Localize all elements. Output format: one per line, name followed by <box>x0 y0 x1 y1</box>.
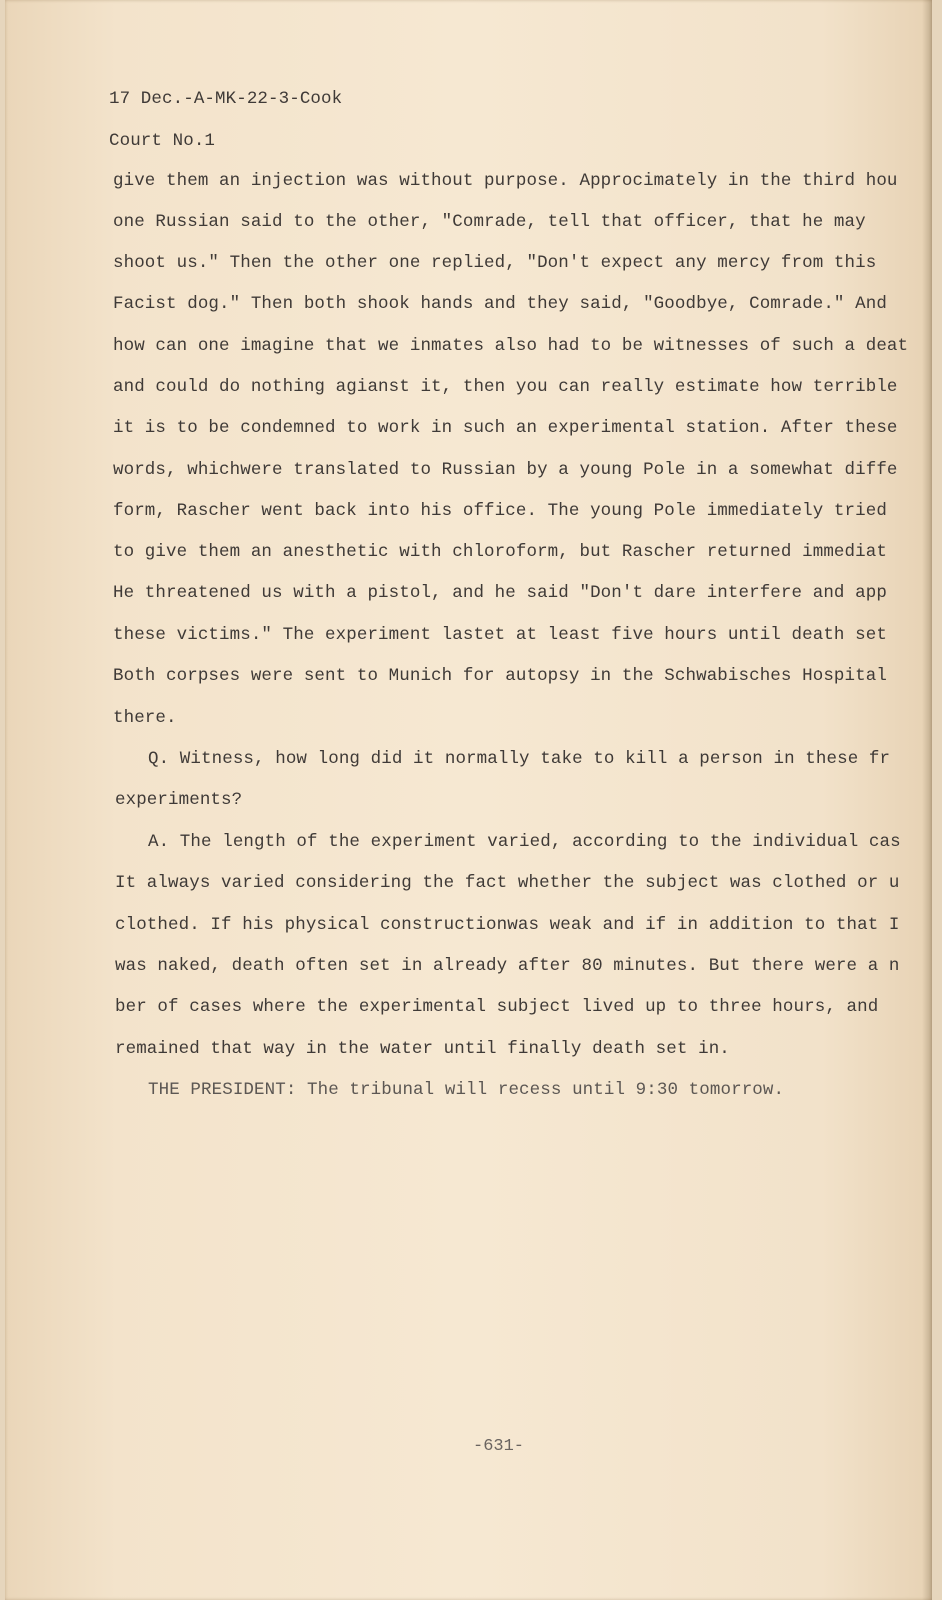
president-statement: THE PRESIDENT: The tribunal will recess until 9:30 tomorrow. <box>148 1080 785 1100</box>
text-line: ber of cases where the experimental subject lived up to three hours, and <box>115 997 879 1017</box>
document-page <box>5 0 932 1600</box>
text-line: to give them an anesthetic with chloroform, but Rascher returned immediat <box>113 542 887 562</box>
answer-line: A. The length of the experiment varied, according to the individual cas <box>148 832 901 852</box>
text-line: Facist dog." Then both shook hands and they said, "Goodbye, Comrade." And <box>113 294 887 314</box>
text-line: one Russian said to the other, "Comrade, tell that officer, that he may <box>113 212 866 232</box>
text-line: and could do nothing agianst it, then you can really estimate how terrible <box>113 377 898 397</box>
text-line: words, whichwere translated to Russian by a young Pole in a somewhat diffe <box>113 460 898 480</box>
text-line: Both corpses were sent to Munich for autopsy in the Schwabisches Hospital <box>113 666 887 686</box>
text-line: experiments? <box>115 790 243 810</box>
text-line: give them an injection was without purpose. Approcimately in the third hou <box>113 171 898 191</box>
text-line: form, Rascher went back into his office. The young Pole immediately tried <box>113 501 887 521</box>
text-line: It always varied considering the fact whether the subject was clothed or u <box>115 873 900 893</box>
text-line: clothed. If his physical constructionwas weak and if in addition to that I <box>115 915 900 935</box>
page-number: -631- <box>473 1437 525 1456</box>
text-line: how can one imagine that we inmates also had to be witnesses of such a deat <box>113 336 909 356</box>
text-line: it is to be condemned to work in such an experimental station. After these <box>113 418 898 438</box>
text-line: there. <box>113 708 177 728</box>
court-label: Court No.1 <box>109 131 216 151</box>
text-line: these victims." The experiment lastet at least five hours until death set <box>113 625 887 645</box>
document-id: 17 Dec.-A-MK-22-3-Cook <box>109 89 343 109</box>
text-line: was naked, death often set in already after 80 minutes. But there were a n <box>115 956 900 976</box>
text-line: remained that way in the water until finally death set in. <box>115 1039 730 1059</box>
question-line: Q. Witness, how long did it normally take to kill a person in these fr <box>148 749 891 769</box>
text-line: He threatened us with a pistol, and he said "Don't dare interfere and app <box>113 583 887 603</box>
text-line: shoot us." Then the other one replied, "Don't expect any mercy from this <box>113 253 877 273</box>
